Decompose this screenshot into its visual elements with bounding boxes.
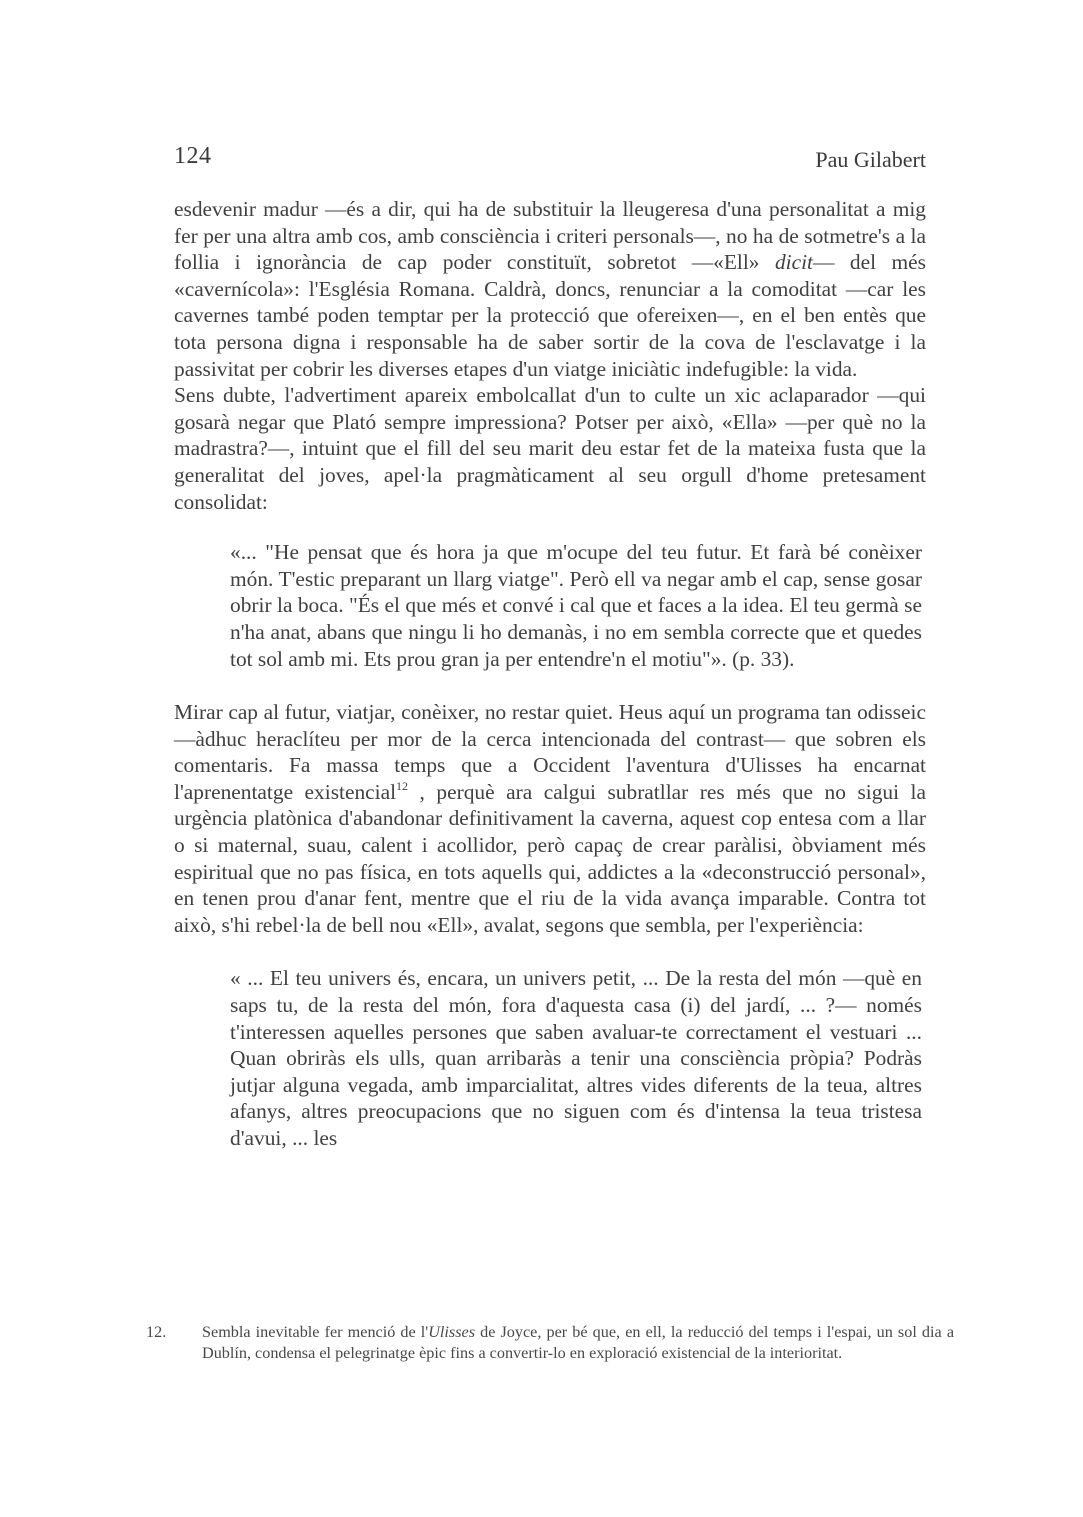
block-quote-2: « ... El teu univers és, encara, un univers petit, ... De la resta del món —què en saps tu, de la resta del món, fora d'aquesta casa (i) del jardí, ... ?— només t'interessen aquelles persones que saben avaluar-te correctament el vestuari ... Quan obriràs els ulls, quan arribaràs a tenir una consciència pròpia? Podràs jutjar alguna vegada, amb imparcialitat, altres vides diferents de la teua, altres afanys, altres preocupacions que no siguen com és d'intensa la teua tristesa d'avui, ... les <box>230 966 922 1150</box>
footnote-text-part-b: de Joyce, per bé que, en ell, la reducció del temps i l'espai, un sol dia a Dublín, condensa el pelegrinatge èpic fins a convertir-lo en exploració existencial de la interioritat. <box>202 1323 954 1362</box>
page-header <box>174 143 926 175</box>
main-text <box>174 196 926 1152</box>
footnote-text-part-a: Sembla inevitable fer menció de l' <box>202 1323 429 1341</box>
paragraph-1 <box>174 196 926 382</box>
paragraph-1-part-a: esdevenir madur —és a dir, qui ha de substituir la lleugeresa d'una personalitat a mig fer per una altra amb cos, amb consciència i criteri personals—, no ha de sotmetre's a la follia i ignorància de cap poder constituït, sobretot —«Ell» <box>174 197 926 275</box>
paragraph-1-part-b: — del més «cavernícola»: l'Església Romana. Caldrà, doncs, renunciar a la comoditat —car les cavernes també poden temptar per la protecció que ofereixen—, en el ben entès que tota persona digna i responsable ha de saber sortir de la cova de l'esclavatge i la passivitat per cobrir les diverses etapes d'un viatge iniciàtic indefugible: la vida. <box>174 250 926 381</box>
footnote <box>146 1322 954 1363</box>
paragraph-2: Sens dubte, l'advertiment apareix embolcallat d'un to culte un xic aclaparador —qui gosarà negar que Plató sempre impressiona? Potser per això, «Ella» —per què no la madrastra?—, intuint que el fill del seu marit deu estar fet de la mateixa fusta que la generalitat del joves, apel·la pragmàticament al seu orgull d'home pretesament consolidat: <box>174 383 926 514</box>
footnote-number: 12. <box>146 1323 167 1341</box>
footnote-italic-title: Ulisses <box>428 1323 476 1341</box>
footnote-reference: 12 <box>396 778 409 793</box>
paragraph-1-italic-dicit: dicit <box>774 250 814 275</box>
page-number: 124 <box>174 143 212 169</box>
paragraph-3-part-b: , perquè ara calgui subratllar res més que no sigui la urgència platònica d'abandonar definitivament la caverna, aquest cop entesa com a llar o si maternal, suau, calent i acollidor, però capaç de crear paràlisi, òbviament més espiritual que no pas física, en tots aquells qui, addictes a la «deconstrucció personal», en tenen prou d'anar fent, mentre que el riu de la vida avança imparable. Contra tot això, s'hi rebel·la de bell nou «Ell», avalat, segons que sembla, per l'experiència: <box>174 779 926 937</box>
running-head-author: Pau Gilabert <box>815 147 926 172</box>
paragraph-3 <box>174 699 926 938</box>
paragraph-3-part-a: Mirar cap al futur, viatjar, conèixer, no restar quiet. Heus aquí un programa tan odisseic —àdhuc heraclíteu per mor de la cerca intencionada del contrast— que sobren els comentaris. Fa massa temps que a Occident l'aventura d'Ulisses ha encarnat l'aprenentatge existencial <box>174 700 926 804</box>
footnote-text <box>202 1323 954 1362</box>
block-quote-1: «... "He pensat que és hora ja que m'ocupe del teu futur. Et farà bé conèixer món. T'estic preparant un llarg viatge". Però ell va negar amb el cap, sense gosar obrir la boca. "És el que més et convé i cal que et faces a la idea. El teu germà se n'ha anat, abans que ningu li ho demanàs, i no em sembla correcte que et quedes tot sol amb mi. Ets prou gran ja per entendre'n el motiu"». (p. 33). <box>230 540 922 671</box>
